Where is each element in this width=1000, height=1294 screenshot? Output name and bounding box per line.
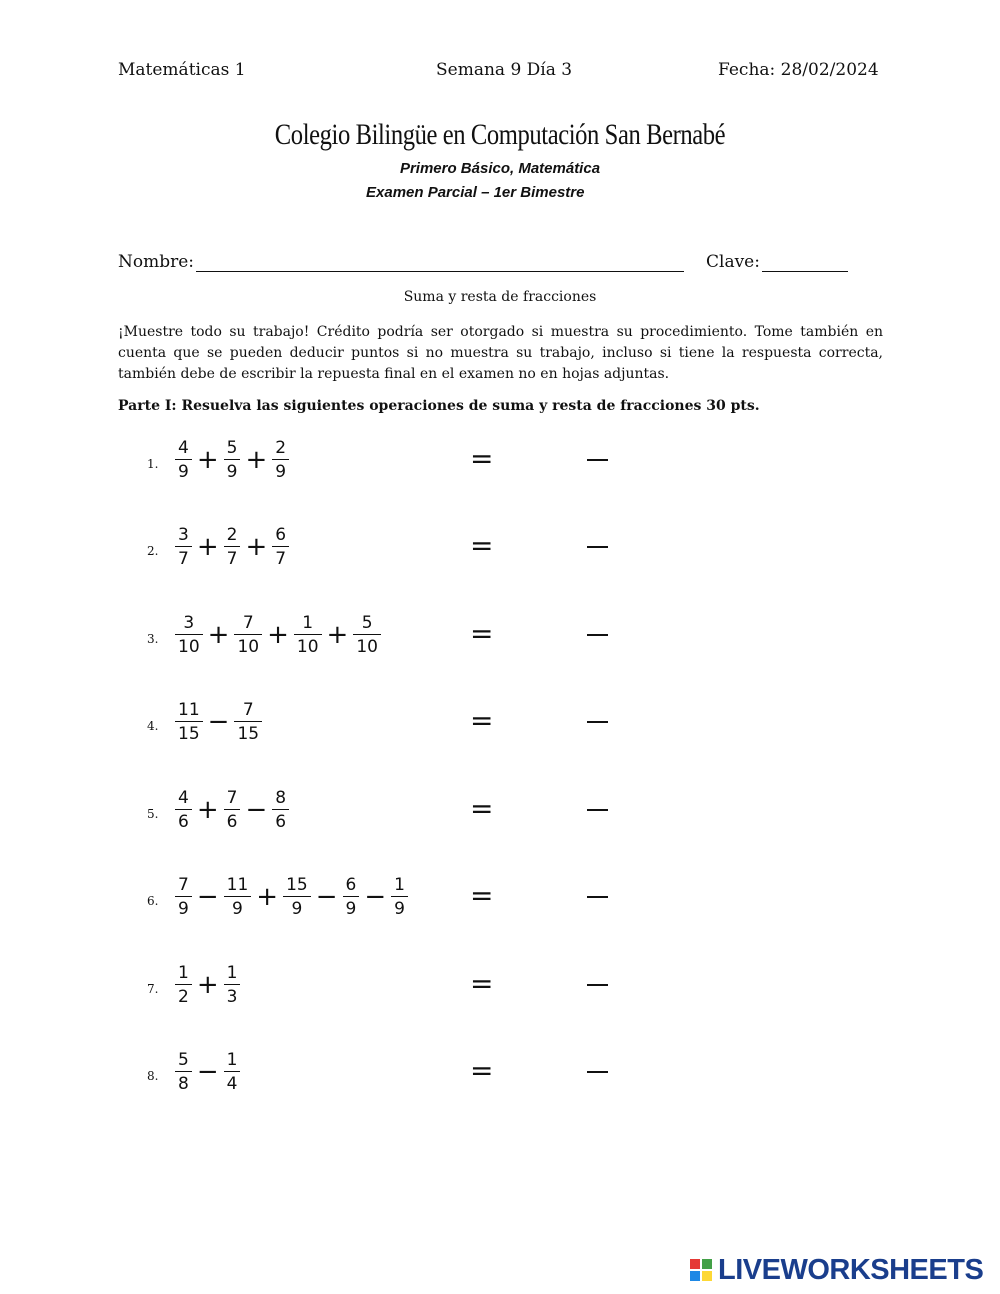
numerator: 1 bbox=[226, 962, 238, 983]
fraction-expression bbox=[173, 517, 291, 577]
denominator: 7 bbox=[226, 548, 238, 569]
answer-fraction-bar[interactable] bbox=[587, 721, 608, 723]
week-label: Semana 9 Día 3 bbox=[436, 60, 573, 80]
denominator: 6 bbox=[275, 811, 287, 832]
fraction bbox=[175, 1049, 192, 1096]
problem-number: 4. bbox=[147, 719, 159, 733]
numerator: 5 bbox=[226, 437, 238, 458]
operator: + bbox=[196, 532, 219, 562]
numerator: 1 bbox=[302, 612, 314, 633]
numerator: 15 bbox=[286, 874, 308, 895]
problem-row bbox=[0, 1042, 1000, 1102]
answer-fraction-bar[interactable] bbox=[587, 896, 608, 898]
problem-number: 8. bbox=[147, 1069, 159, 1083]
fraction bbox=[175, 699, 203, 746]
fraction bbox=[175, 524, 192, 571]
fraction bbox=[272, 787, 289, 834]
operator: + bbox=[207, 620, 230, 650]
operator: − bbox=[196, 882, 219, 912]
fraction bbox=[224, 962, 241, 1009]
numerator: 7 bbox=[242, 612, 254, 633]
numerator: 1 bbox=[178, 962, 189, 983]
denominator: 2 bbox=[178, 986, 189, 1007]
fraction-expression bbox=[173, 605, 383, 665]
denominator: 15 bbox=[237, 723, 260, 744]
denominator: 9 bbox=[178, 898, 189, 919]
clave-field[interactable] bbox=[762, 271, 848, 272]
fraction bbox=[343, 874, 360, 921]
denominator: 9 bbox=[232, 898, 243, 919]
denominator: 9 bbox=[394, 898, 405, 919]
denominator: 9 bbox=[291, 898, 303, 919]
numerator: 4 bbox=[178, 787, 189, 808]
numerator: 11 bbox=[226, 874, 249, 895]
equals-sign: = bbox=[470, 529, 494, 562]
numerator: 7 bbox=[178, 874, 189, 895]
fraction-expression bbox=[173, 867, 410, 927]
problem-number: 3. bbox=[147, 632, 159, 646]
numerator: 4 bbox=[178, 437, 189, 458]
equals-sign: = bbox=[470, 617, 494, 650]
operator: − bbox=[196, 1057, 219, 1087]
fraction bbox=[224, 524, 241, 571]
fraction-expression bbox=[173, 955, 242, 1015]
fraction bbox=[391, 874, 408, 921]
subject-label: Matemáticas 1 bbox=[118, 60, 246, 80]
numerator: 6 bbox=[345, 874, 357, 895]
logo-text: LIVEWORKSHEETS bbox=[718, 1254, 984, 1286]
fraction bbox=[175, 437, 192, 484]
denominator: 10 bbox=[178, 636, 200, 657]
problem-row bbox=[0, 605, 1000, 665]
answer-fraction-bar[interactable] bbox=[587, 984, 608, 986]
numerator: 1 bbox=[226, 1049, 238, 1070]
part-title: Parte I: Resuelva las siguientes operaciones de suma y resta de fracciones 30 pts. bbox=[118, 398, 760, 414]
fraction bbox=[294, 612, 322, 659]
problem-number: 5. bbox=[147, 807, 159, 821]
fraction bbox=[283, 874, 311, 921]
operator: + bbox=[245, 532, 268, 562]
numerator: 7 bbox=[226, 787, 238, 808]
equals-sign: = bbox=[470, 442, 494, 475]
equals-sign: = bbox=[470, 704, 494, 737]
numerator: 6 bbox=[275, 524, 287, 545]
operator: + bbox=[256, 882, 279, 912]
problem-row bbox=[0, 692, 1000, 752]
fraction bbox=[272, 524, 289, 571]
denominator: 7 bbox=[178, 548, 189, 569]
grade-subtitle: Primero Básico, Matemática bbox=[399, 160, 601, 177]
fraction bbox=[175, 874, 192, 921]
operator: − bbox=[364, 882, 387, 912]
problem-row bbox=[0, 780, 1000, 840]
equals-sign: = bbox=[470, 967, 494, 1000]
fraction bbox=[175, 962, 192, 1009]
fraction bbox=[234, 699, 262, 746]
fraction bbox=[224, 787, 241, 834]
problem-number: 7. bbox=[147, 982, 159, 996]
operator: + bbox=[196, 970, 219, 1000]
denominator: 15 bbox=[178, 723, 200, 744]
answer-fraction-bar[interactable] bbox=[587, 546, 608, 548]
equals-sign: = bbox=[470, 879, 494, 912]
problem-number: 2. bbox=[147, 544, 159, 558]
exam-subtitle: Examen Parcial – 1er Bimestre bbox=[366, 184, 585, 201]
problem-row bbox=[0, 867, 1000, 927]
fraction-expression bbox=[173, 430, 291, 490]
numerator: 3 bbox=[183, 612, 195, 633]
denominator: 4 bbox=[226, 1073, 238, 1094]
numerator: 5 bbox=[361, 612, 373, 633]
denominator: 6 bbox=[178, 811, 189, 832]
numerator: 3 bbox=[178, 524, 189, 545]
equals-sign: = bbox=[470, 1054, 494, 1087]
operator: + bbox=[267, 620, 289, 650]
fraction bbox=[224, 437, 241, 484]
operator: + bbox=[245, 445, 268, 475]
name-label: Nombre: bbox=[118, 252, 195, 272]
operator: − bbox=[207, 707, 230, 737]
answer-fraction-bar[interactable] bbox=[587, 809, 608, 811]
numerator: 2 bbox=[275, 437, 287, 458]
fraction bbox=[353, 612, 381, 659]
school-title: Colegio Bilingüe en Computación San Bernabé bbox=[274, 118, 726, 151]
name-field[interactable] bbox=[196, 271, 684, 272]
denominator: 10 bbox=[237, 636, 260, 657]
answer-fraction-bar[interactable] bbox=[587, 459, 608, 461]
operator: − bbox=[245, 795, 268, 825]
numerator: 8 bbox=[275, 787, 287, 808]
operator: + bbox=[196, 795, 219, 825]
instructions: ¡Muestre todo su trabajo! Crédito podría ser otorgado si muestra su procedimiento. Tome también en cuenta que se pueden deducir puntos si no muestra su trabajo, incluso si tiene la respuesta correcta, también debe de escribir la repuesta final en el examen no en hojas adjuntas. bbox=[118, 324, 883, 382]
date-label: Fecha: 28/02/2024 bbox=[718, 60, 879, 80]
denominator: 10 bbox=[296, 636, 319, 657]
fraction bbox=[175, 787, 192, 834]
answer-fraction-bar[interactable] bbox=[587, 1071, 608, 1073]
denominator: 9 bbox=[345, 898, 357, 919]
denominator: 8 bbox=[178, 1073, 189, 1094]
denominator: 7 bbox=[275, 548, 287, 569]
denominator: 9 bbox=[178, 461, 189, 482]
clave-label: Clave: bbox=[706, 252, 760, 272]
fraction bbox=[224, 1049, 241, 1096]
fraction-expression bbox=[173, 780, 291, 840]
problem-row bbox=[0, 430, 1000, 490]
denominator: 9 bbox=[275, 461, 287, 482]
problem-row bbox=[0, 955, 1000, 1015]
fraction-expression bbox=[173, 1042, 242, 1102]
operator: − bbox=[315, 882, 338, 912]
operator: + bbox=[196, 445, 219, 475]
numerator: 2 bbox=[226, 524, 238, 545]
problem-row bbox=[0, 517, 1000, 577]
fraction bbox=[272, 437, 289, 484]
fraction bbox=[234, 612, 262, 659]
denominator: 10 bbox=[356, 636, 378, 657]
operator: + bbox=[326, 620, 349, 650]
topic-heading: Suma y resta de fracciones bbox=[403, 289, 597, 305]
equals-sign: = bbox=[470, 792, 494, 825]
denominator: 6 bbox=[226, 811, 238, 832]
fraction bbox=[224, 874, 252, 921]
answer-fraction-bar[interactable] bbox=[587, 634, 608, 636]
denominator: 9 bbox=[226, 461, 238, 482]
problem-number: 6. bbox=[147, 894, 159, 908]
problem-number: 1. bbox=[147, 457, 159, 471]
logo-mark-icon bbox=[690, 1259, 714, 1283]
fraction bbox=[175, 612, 203, 659]
fraction-expression bbox=[173, 692, 264, 752]
numerator: 7 bbox=[242, 699, 254, 720]
liveworksheets-logo bbox=[690, 1254, 983, 1287]
numerator: 5 bbox=[178, 1049, 189, 1070]
numerator: 1 bbox=[394, 874, 405, 895]
numerator: 11 bbox=[178, 699, 200, 720]
denominator: 3 bbox=[226, 986, 238, 1007]
